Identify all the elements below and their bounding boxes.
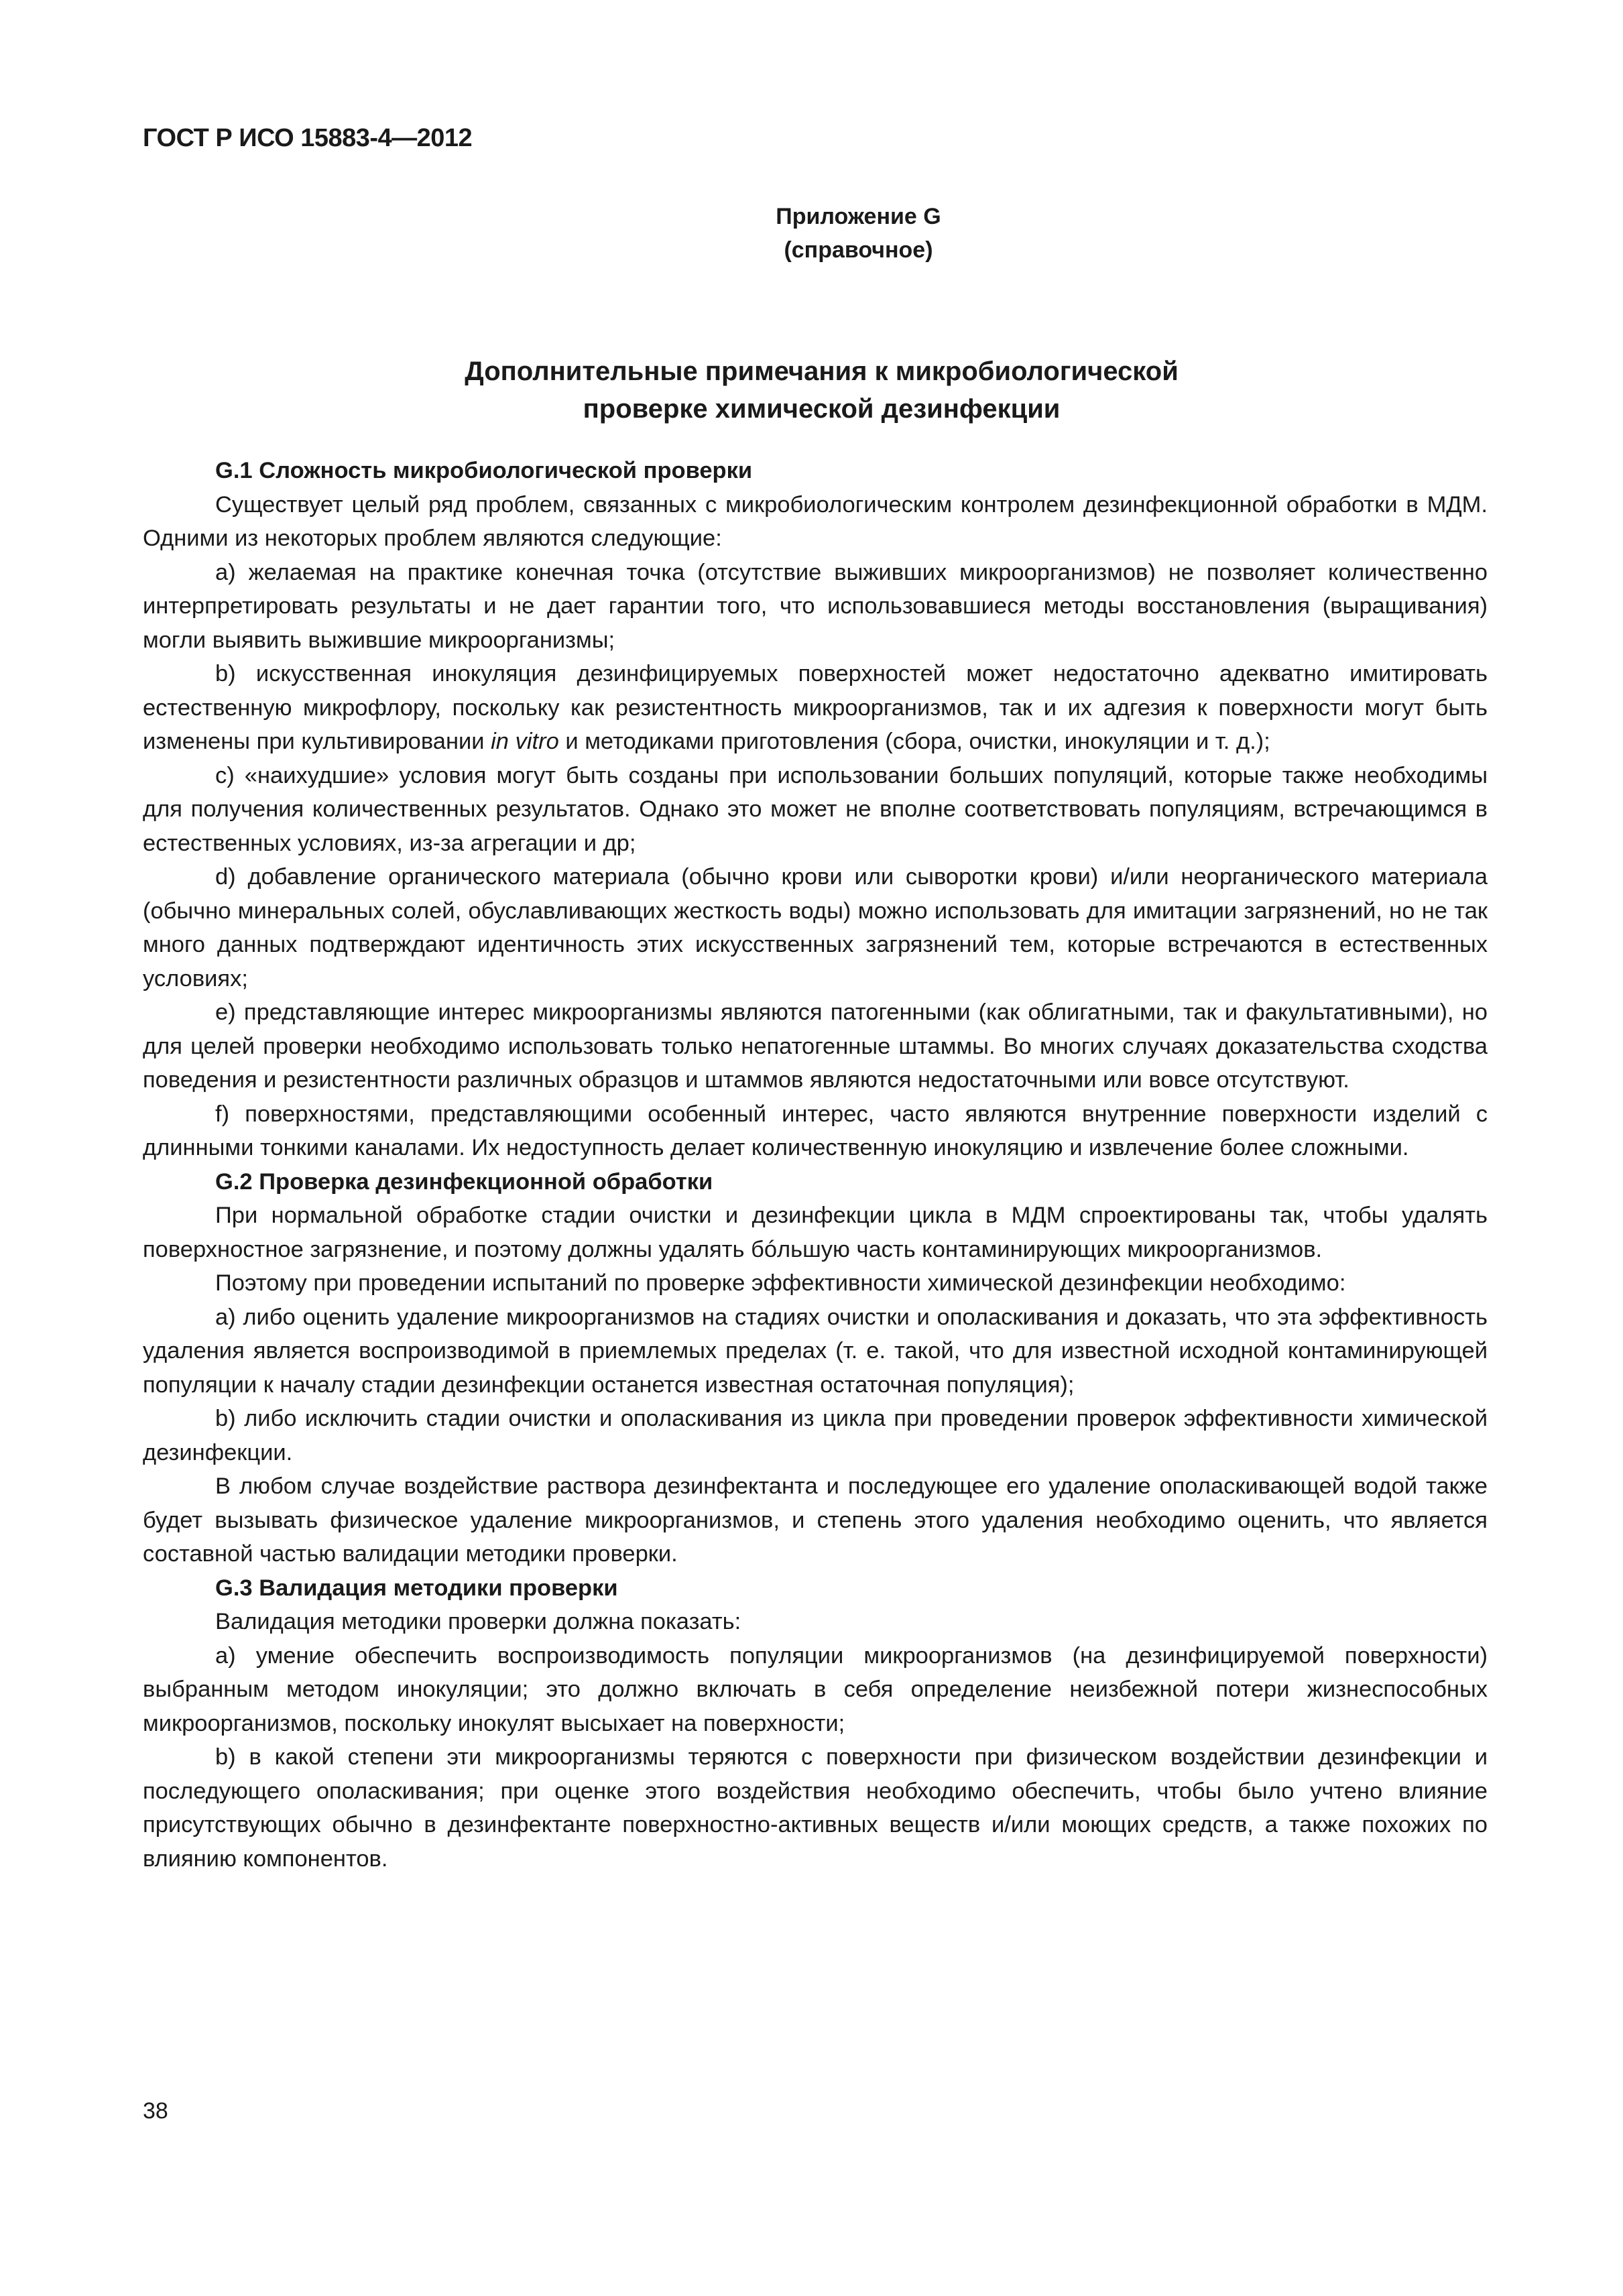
page-title: [0, 353, 1623, 428]
list-item-g1-d: d) добавление органического материала (обычно крови или сыворотки крови) и/или неорганического материала (обычно минеральных солей, обуславливающих жесткость воды) можно использовать для имитации загрязнений, но не так много данных подтверждают идентичность этих искусственных загрязнений тем, которые встречаются в естественных условиях;: [143, 864, 1488, 991]
section-heading-g3: G.3 Валидация методики проверки: [215, 1575, 618, 1601]
list-item-g1-c: с) «наихудшие» условия могут быть созданы при использовании больших популяций, которые также необходимы для получения количественных результатов. Однако это может не вполне соответствовать популяциям, встречающимся в естественных условиях, из-за агрегации и др;: [143, 762, 1488, 856]
list-item-g1-b-text-end: и методиками приготовления (сбора, очистки, инокуляции и т. д.);: [558, 729, 1270, 754]
paragraph-g3-intro: Валидация методики проверки должна показать:: [215, 1609, 741, 1634]
paragraph-g2-lead: Поэтому при проведении испытаний по проверке эффективности химической дезинфекции необходимо:: [215, 1270, 1346, 1296]
document-body: [143, 454, 1488, 1876]
list-item-g1-f: f) поверхностями, представляющими особенный интерес, часто являются внутренние поверхности изделий с длинными тонкими каналами. Их недоступность делает количественную инокуляцию и извлечение более сложными.: [143, 1101, 1488, 1160]
list-item-g1-b-italic: in vitro: [491, 729, 559, 754]
list-item-g2-b: b) либо исключить стадии очистки и ополаскивания из цикла при проведении проверок эффективности химической дезинфекции.: [143, 1406, 1488, 1465]
list-item-g3-a: а) умение обеспечить воспроизводимость популяции микроорганизмов (на дезинфицируемой поверхности) выбранным методом инокуляции; это должно включать в себя определение неизбежной потери жизнеспособных микроорганизмов, поскольку инокулят высыхает на поверхности;: [143, 1642, 1488, 1736]
page-title-line-1: Дополнительные примечания к микробиологической: [465, 357, 1179, 386]
list-item-g2-a: а) либо оценить удаление микроорганизмов на стадиях очистки и ополаскивания и доказать, что эта эффективность удаления является воспроизводимой в приемлемых пределах (т. е. такой, что для известной исходной контаминирующей популяции к началу стадии дезинфекции останется известная остаточная популяция);: [143, 1304, 1488, 1398]
annex-kind: (справочное): [784, 237, 933, 263]
page-number: 38: [143, 2098, 168, 2124]
annex-title: Приложение G: [776, 204, 941, 229]
list-item-g3-b: b) в какой степени эти микроорганизмы теряются с поверхности при физическом воздействии дезинфекции и последующего ополаскивания; при оценке этого воздействия необходимо обеспечить, чтобы было учтено влияние присутствующих обычно в дезинфектанте поверхностно-активных веществ и/или моющих средств, а также похожих по влиянию компонентов.: [143, 1744, 1488, 1872]
paragraph-g2-intro: При нормальной обработке стадии очистки и дезинфекции цикла в МДМ спроектированы так, чтобы удалять поверхностное загрязнение, и поэтому должны удалять бóльшую часть контаминирующих микроорганизмов.: [143, 1203, 1488, 1262]
page-title-line-2: проверке химической дезинфекции: [583, 394, 1061, 424]
standard-number-header: ГОСТ Р ИСО 15883-4—2012: [143, 124, 473, 152]
paragraph-g1-intro: Существует целый ряд проблем, связанных с микробиологическим контролем дезинфекционной обработки в МДМ. Одними из некоторых проблем являются следующие:: [143, 491, 1488, 551]
paragraph-g2-closing: В любом случае воздействие раствора дезинфектанта и последующее его удаление ополаскивающей водой также будет вызывать физическое удаление микроорганизмов, и степень этого удаления необходимо оценить, что является составной частью валидации методики проверки.: [143, 1473, 1488, 1567]
list-item-g1-a: а) желаемая на практике конечная точка (отсутствие выживших микроорганизмов) не позволяет количественно интерпретировать результаты и не дает гарантии того, что использовавшиеся методы восстановления (выращивания) могли выявить выжившие микроорганизмы;: [143, 559, 1488, 653]
list-item-g1-e: е) представляющие интерес микроорганизмы являются патогенными (как облигатными, так и факультативными), но для целей проверки необходимо использовать только непатогенные штаммы. Во многих случаях доказательства сходства поведения и резистентности различных образцов и штаммов являются недостаточными или вовсе отсутствуют.: [143, 1000, 1488, 1093]
list-item-g1-b-text-start: b) искусственная инокуляция дезинфицируемых поверхностей может недостаточно адекватно имитировать естественную микрофлору, поскольку как резистентность микроорганизмов, так и их адгезия к поверхности могут быть изменены при культивировании: [143, 661, 1488, 754]
annex-label: [0, 200, 1623, 267]
section-heading-g2: G.2 Проверка дезинфекционной обработки: [215, 1168, 713, 1195]
section-heading-g1: G.1 Сложность микробиологической проверки: [215, 458, 753, 483]
list-item-g1-b: [143, 657, 1488, 759]
